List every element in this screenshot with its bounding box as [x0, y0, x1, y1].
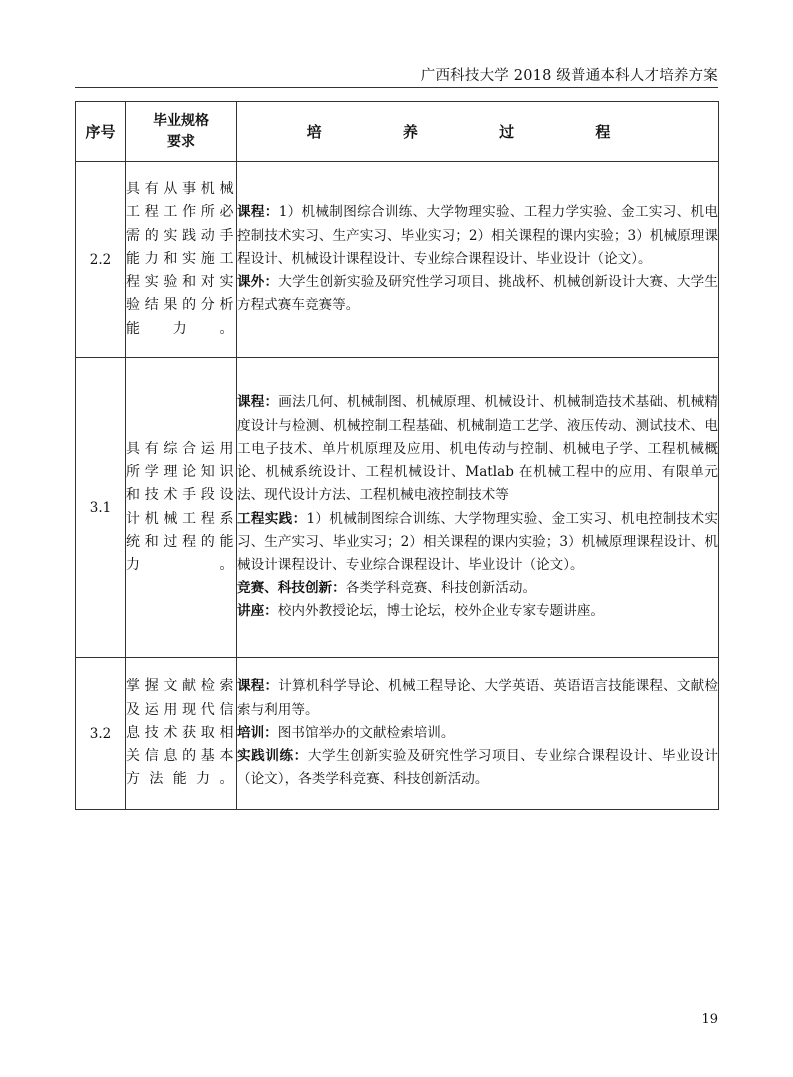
document-header-title: 广西科技大学 2018 级普通本科人才培养方案 — [420, 68, 718, 84]
process-item: 课外：大学生创新实验及研究性学习项目、挑战杯、机械创新设计大赛、大学生方程式赛车竞赛等。 — [237, 274, 719, 314]
table-header-row — [76, 102, 719, 162]
row-requirement: 具有从事机械工程工作所必需的实践动手能力和实施工程实验和对实验结果的分析能力。 — [126, 162, 237, 358]
row-requirement: 掌握文献检索及运用现代信息技术获取相关信息的基本方法能力。 — [126, 658, 237, 810]
column-header-requirement-line2: 要求 — [167, 133, 195, 150]
process-item: 课程：画法几何、机械制图、机械原理、机械设计、机械制造技术基础、机械精度设计与检测、机械控制工程基础、机械制造工艺学、液压传动、测试技术、电工电子技术、单片机原理及应用、机电传动与控制、机械电子学、工程机械概论、机械系统设计、工程机械设计、Matlab 在机械工程中的应用、有限单元法、现代设计方法、工程机械电液控制技术等 — [237, 394, 719, 504]
process-item: 实践训练：大学生创新实验及研究性学习项目、专业综合课程设计、毕业设计（论文），各类学科竞赛、科技创新活动。 — [237, 748, 719, 788]
process-item: 课程：1）机械制图综合训练、大学物理实验、工程力学实验、金工实习、机电控制技术实习、生产实习、毕业实习；2）相关课程的课内实验；3）机械原理课程设计、机械设计课程设计、专业综合课程设计、毕业设计（论文）。 — [237, 204, 719, 267]
column-header-process: 培 养 过 程 — [237, 102, 719, 162]
process-item: 竞赛、科技创新：各类学科竞赛、科技创新活动。 — [237, 580, 537, 597]
process-item: 工程实践：1）机械制图综合训练、大学物理实验、金工实习、机电控制技术实习、生产实习、毕业实习；2）相关课程的课内实验；3）机械原理课程设计、机械设计课程设计、专业综合课程设计、毕业设计（论文）。 — [237, 510, 718, 573]
column-header-number: 序号 — [76, 102, 126, 162]
column-header-requirement-line1: 毕业规格 — [153, 112, 209, 129]
table-row — [76, 358, 719, 658]
row-process — [237, 658, 719, 810]
page-number: 19 — [701, 1012, 718, 1027]
training-plan-table — [75, 101, 719, 810]
process-item: 课程：计算机科学导论、机械工程导论、大学英语、英语语言技能课程、文献检索与利用等。 — [237, 678, 719, 718]
header-divider — [75, 87, 718, 88]
row-requirement: 具有综合运用所学理论知识和技术手段设计机械工程系统和过程的能力。 — [126, 358, 237, 658]
process-item: 培训：图书馆举办的文献检索培训。 — [237, 724, 455, 741]
process-item: 讲座：校内外教授论坛，博士论坛，校外企业专家专题讲座。 — [237, 603, 605, 620]
column-header-requirement — [126, 102, 237, 162]
row-process — [237, 358, 719, 658]
row-number: 3.1 — [76, 358, 126, 658]
row-number: 3.2 — [76, 658, 126, 810]
row-process — [237, 162, 719, 358]
row-number: 2.2 — [76, 162, 126, 358]
table-row — [76, 162, 719, 358]
table-row — [76, 658, 719, 810]
